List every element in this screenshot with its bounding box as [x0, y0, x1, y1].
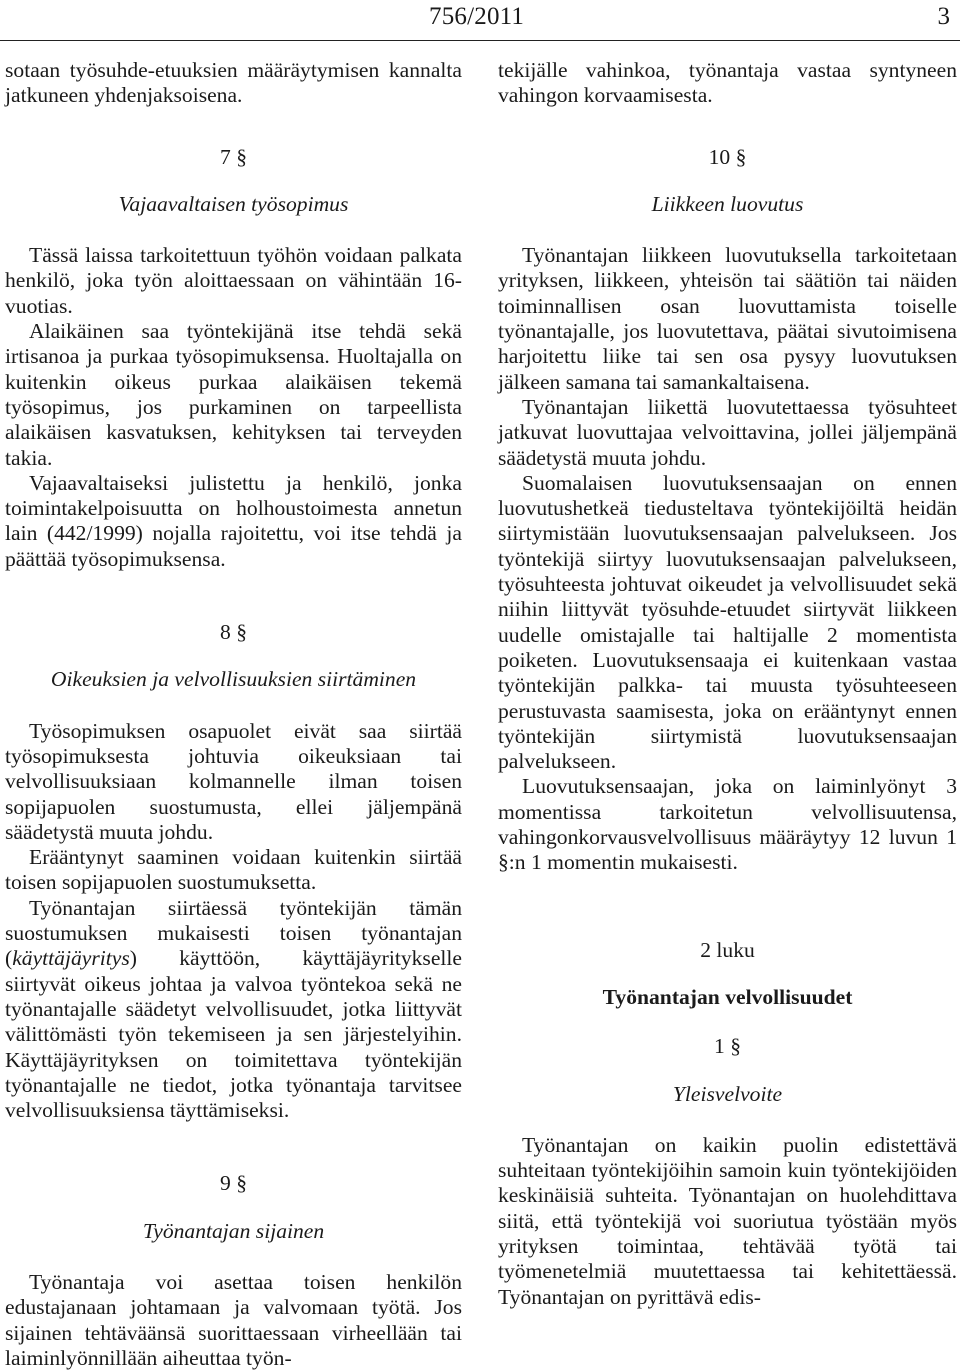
section-10-paragraph-4: Luovutuksensaajan, joka on laiminlyönyt 3 momentissa tarkoitetun velvollisuutensa, vahingonkorvausvelvollisuus määräytyy 12 luvun 1 §:n 1 momentin mukaisesti. — [498, 774, 957, 875]
section-7-paragraph-1: Tässä laissa tarkoitettuun työhön voidaan palkata henkilö, joka työn aloittaessaan on vähintään 16-vuotias. — [5, 243, 462, 318]
right-column — [498, 58, 957, 1310]
section-9-number: 9 § — [220, 1171, 247, 1196]
section-10-number: 10 § — [708, 144, 747, 169]
section-7-number: 7 § — [220, 144, 247, 169]
section-8-paragraph-3: Työnantajan siirtäessä työntekijän tämän suostumuksen mukaisesti toisen työnantajan (käyttäjäyritys) käyttöön, käyttäjäyritykselle siirtyvät oikeus johtaa ja valvoa työntekoa sekä ne työnantajalle säädetyt velvollisuudet, jotka liittyvät välittömästi työn tekemiseen ja sen järjestelyihin. Käyttäjäyrityksen on toimitettava työntekijän työnantajalle ne tiedot, jotka työnantaja tarvitsee velvollisuuksiensa täyttämiseksi. — [5, 895, 462, 1123]
section-7-paragraph-3: Vajaavaltaiseksi julistettu ja henkilö, jonka toimintakelpoisuutta on holhoustoimesta annetun lain (442/1999) nojalla rajoitettu, voi itse tehdä ja päättää työsopimuksensa. — [5, 470, 462, 571]
section-9-paragraph-1: Työnantaja voi asettaa toisen henkilön edustajanaan johtamaan ja valvomaan työtä. Jos sijainen tehtäväänsä suorittaessaan virheellään tai laiminlyönnillään aiheuttaa työn- — [5, 1269, 462, 1370]
section-1-number: 1 § — [714, 1034, 741, 1059]
page-number: 3 — [937, 3, 950, 30]
section-7-title: Vajaavaltaisen työsopimus — [118, 191, 349, 216]
chapter-title: Työnantajan velvollisuudet — [602, 984, 853, 1009]
section-9-title: Työnantajan sijainen — [142, 1218, 325, 1243]
section-1-title: Yleisvelvoite — [672, 1081, 783, 1106]
section-8-paragraph-1: Työsopimuksen osapuolet eivät saa siirtää työsopimuksesta johtuvia oikeuksiaan tai velvollisuuksiaan kolmannelle ilman toisen sopijapuolen suostumusta, ellei jäljempänä säädetystä muuta johdu. — [5, 718, 462, 844]
term-kayttajayritys: käyttäjäyritys — [12, 946, 130, 971]
section-8-paragraph-2: Erääntynyt saaminen voidaan kuitenkin siirtää toisen sopijapuolen suostumuksetta. — [5, 845, 462, 895]
section-7-paragraph-2: Alaikäinen saa työntekijänä itse tehdä sekä irtisanoa ja purkaa työsopimuksensa. Huoltajalla on kuitenkin oikeus purkaa alaikäisen tekemä työsopimus, jos purkaminen on tarpeellista alaikäisen kasvatuksen, kehityksen tai terveyden takia. — [5, 319, 462, 470]
section-10-paragraph-2: Työnantajan liikettä luovutettaessa työsuhteet jatkuvat luovuttajaa velvoittavina, jollei jäljempänä säädetystä muuta johdu. — [498, 394, 957, 470]
continued-paragraph: tekijälle vahinkoa, työnantaja vastaa syntyneen vahingon korvaamisesta. — [498, 58, 957, 108]
page-header — [0, 0, 960, 41]
section-10-title: Liikkeen luovutus — [651, 191, 804, 216]
left-column — [5, 58, 462, 1371]
document-number: 756/2011 — [429, 3, 525, 30]
section-10-paragraph-3: Suomalaisen luovutuksensaajan on ennen luovutushetkeä tiedusteltava työntekijöiltä heidän siirtymistään luovutuksensaajan palvelukseen. Jos työntekijä siirtyy luovutuksensaajan palvelukseen, työsuhteesta johtuvat oikeudet ja velvollisuudet sekä niihin liittyvät työsuhde-etuudet siirtyvät liikkeen uudelle omistajalle tai haltijalle 2 momentista poiketen. Luovutuksensaaja ei kuitenkaan vastaa työntekijän palkka- tai muusta työsuhteeseen perustuvasta saamisesta, joka on erääntynyt ennen työntekijän siirtymistä luovutuksensaajan palvelukseen. — [498, 470, 957, 774]
section-10-paragraph-1: Työnantajan liikkeen luovutuksella tarkoitetaan yrityksen, liikkeen, yhteisön tai säätiön tai näiden toiminnallisen osan luovuttamista toiselle työnantajalle, jos luovutettava, päätai sivutoimisena harjoitettu liike tai sen osa pysyy luovutuksen jälkeen samana tai samankaltaisena. — [498, 243, 957, 394]
chapter-number: 2 luku — [700, 937, 755, 962]
section-8-number: 8 § — [220, 620, 247, 645]
section-1-paragraph-1: Työnantajan on kaikin puolin edistettävä suhteitaan työntekijöihin samoin kuin työntekijöiden keskinäisiä suhteita. Työnantajan on huolehdittava siitä, että työntekijä voi suoriutua työstään myös yrityksen toimintaa, tehtävää työtä tai työmenetelmiä muutettaessa tai kehitettäessä. Työnantajan on pyrittävä edis- — [498, 1132, 957, 1309]
continued-paragraph: sotaan työsuhde-etuuksien määräytymisen kannalta jatkuneen yhdenjaksoisena. — [5, 58, 462, 108]
section-8-title: Oikeuksien ja velvollisuuksien siirtäminen — [50, 667, 417, 692]
